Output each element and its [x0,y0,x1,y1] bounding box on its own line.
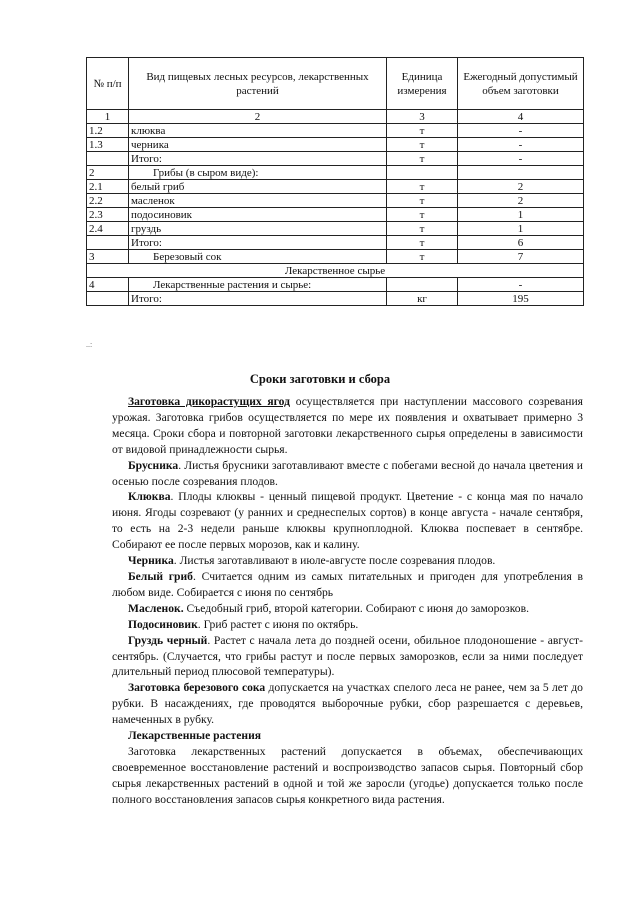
row-unit: кг [387,292,458,306]
paragraph-term: Заготовка дикорастущих ягод [128,395,290,408]
paragraph-term: Черника [128,554,174,568]
row-num [87,152,129,166]
row-unit [387,278,458,292]
paragraph-text: . Листья заготавливают в июле-августе после созревания плодов. [173,554,496,568]
row-unit: т [387,194,458,208]
row-num: 3 [87,250,129,264]
row-name: белый гриб [129,180,387,194]
row-unit [387,166,458,180]
paragraph [112,617,583,633]
header-type: Вид пищевых лесных ресурсов, лекарственных растений [129,58,387,110]
paragraph-text: . Считается одним из самых питательных и пригоден для употребления в любом виде. Собирается с июня по сентябрь [112,569,583,599]
row-name: черника [129,138,387,152]
paragraph-term: Клюква [128,490,171,504]
table-cell: 2 [129,110,387,124]
paragraph-text: . Гриб растет с июня по октябрь. [197,617,359,631]
row-num: 2.3 [87,208,129,222]
row-num: 2 [87,166,129,180]
row-name: Итого: [129,292,387,306]
table-row [87,166,584,180]
header-volume: Ежегодный допустимый объем заготовки [458,58,584,110]
paragraph-term: Заготовка березового сока [128,681,266,695]
row-value: - [458,152,584,166]
table-header-row [87,58,584,110]
paragraph [112,569,583,601]
table-cell: 4 [458,110,584,124]
row-name: Итого: [129,152,387,166]
row-value: 7 [458,250,584,264]
row-value: - [458,124,584,138]
paragraph-text: Заготовка лекарственных растений допускается в объемах, обеспечивающих своевременное восстановление растений и воспроизводство запасов сырья. Повторный сбор сырья лекарственных растений в одной и той же заросли (угодье) допускается только после полного восстановления запасов сырья конкретного вида растения. [112,744,583,806]
row-num [87,292,129,306]
table-row [87,152,584,166]
table-row [87,180,584,194]
row-num: 1.3 [87,138,129,152]
row-unit: т [387,138,458,152]
section-title: Сроки заготовки и сбора [249,372,391,386]
section-label: Лекарственное сырье [87,264,584,278]
row-name: подосиновик [129,208,387,222]
row-name: клюква [129,124,387,138]
paragraph [112,633,583,681]
row-unit: т [387,208,458,222]
row-value: - [458,278,584,292]
row-num: 4 [87,278,129,292]
row-value: 1 [458,222,584,236]
row-num: 2.2 [87,194,129,208]
row-unit: т [387,124,458,138]
paragraph [112,680,583,728]
row-name: Лекарственные растения и сырье: [129,278,387,292]
paragraph-text: . Растет с начала лета до поздней осени, обильное плодоношение - август-сентябрь. (Случается, что грибы растут и после первых заморозков, если за ними последует длительный период плюсовой температуры). [112,633,583,679]
table-row [87,278,584,292]
body-text [112,394,583,808]
table-row [87,222,584,236]
table-row [87,208,584,222]
table-row [87,250,584,264]
row-value: 195 [458,292,584,306]
row-num: 2.4 [87,222,129,236]
paragraph-term: Белый гриб [128,569,193,583]
table-cell: 3 [387,110,458,124]
row-num: 2.1 [87,180,129,194]
paragraph [112,553,583,569]
table-row [87,236,584,250]
table-cell: 1 [87,110,129,124]
table-index-row [87,110,584,124]
row-num: 1.2 [87,124,129,138]
paragraph-text: . Листья брусники заготавливают вместе с побегами весной до начала цветения и осенью после созревания плодов. [112,458,583,488]
scan-mark: ..: [86,340,93,349]
row-value: - [458,138,584,152]
paragraph-text: . Плоды клюквы - ценный пищевой продукт. Цветение - с конца мая по начало июня. Ягоды созревают (у ранних и среднеспелых сортов) в конце августа - начале сентября, то есть на 2-3 недели раньше клюквы крупноплодной. Клюква поспевает в сентябре. Собирают ее после первых морозов, как и калину. [112,490,583,552]
row-value: 2 [458,194,584,208]
paragraph-term: Лекарственные растения [128,729,262,743]
table-row [87,124,584,138]
row-value: 1 [458,208,584,222]
header-unit: Единица измерения [387,58,458,110]
row-unit: т [387,250,458,264]
row-name: груздь [129,222,387,236]
paragraph [112,728,583,744]
paragraph-text: Съедобный гриб, второй категории. Собирают с июня до заморозков. [183,601,529,615]
row-unit: т [387,152,458,166]
row-value: 2 [458,180,584,194]
paragraph-term: Брусника [128,458,179,472]
table-row [87,138,584,152]
row-unit: т [387,236,458,250]
paragraph-term: Подосиновик [128,617,198,631]
row-num [87,236,129,250]
resources-table [86,57,584,306]
paragraph-text: допускается на участках спелого леса не ранее, чем за 5 лет до рубки. В насаждениях, где проводятся выборочные рубки, сбор разрешается с деревьев, намеченных в рубку. [112,681,583,727]
paragraph [112,744,583,808]
row-name: Итого: [129,236,387,250]
paragraph [112,601,583,617]
row-unit: т [387,180,458,194]
paragraph-text: осуществляется при наступлении массового созревания урожая. Заготовка грибов осуществляется по мере их появления и охватывает примерно 3 месяца. Сроки сбора и повторной заготовки лекарственного сырья определены в зависимости от видовой принадлежности сырья. [112,395,584,456]
row-name: Березовый сок [129,250,387,264]
table-section-row [87,264,584,278]
row-value [458,166,584,180]
row-unit: т [387,222,458,236]
header-num: № п/п [87,58,129,110]
row-name: масленок [129,194,387,208]
table-row [87,194,584,208]
paragraph-term: Груздь черный [128,633,208,647]
paragraph [112,458,583,490]
row-value: 6 [458,236,584,250]
paragraph [112,489,583,553]
paragraph-term: Масленок. [128,601,184,615]
row-name: Грибы (в сыром виде): [129,166,387,180]
table-row [87,292,584,306]
paragraph [112,394,583,458]
